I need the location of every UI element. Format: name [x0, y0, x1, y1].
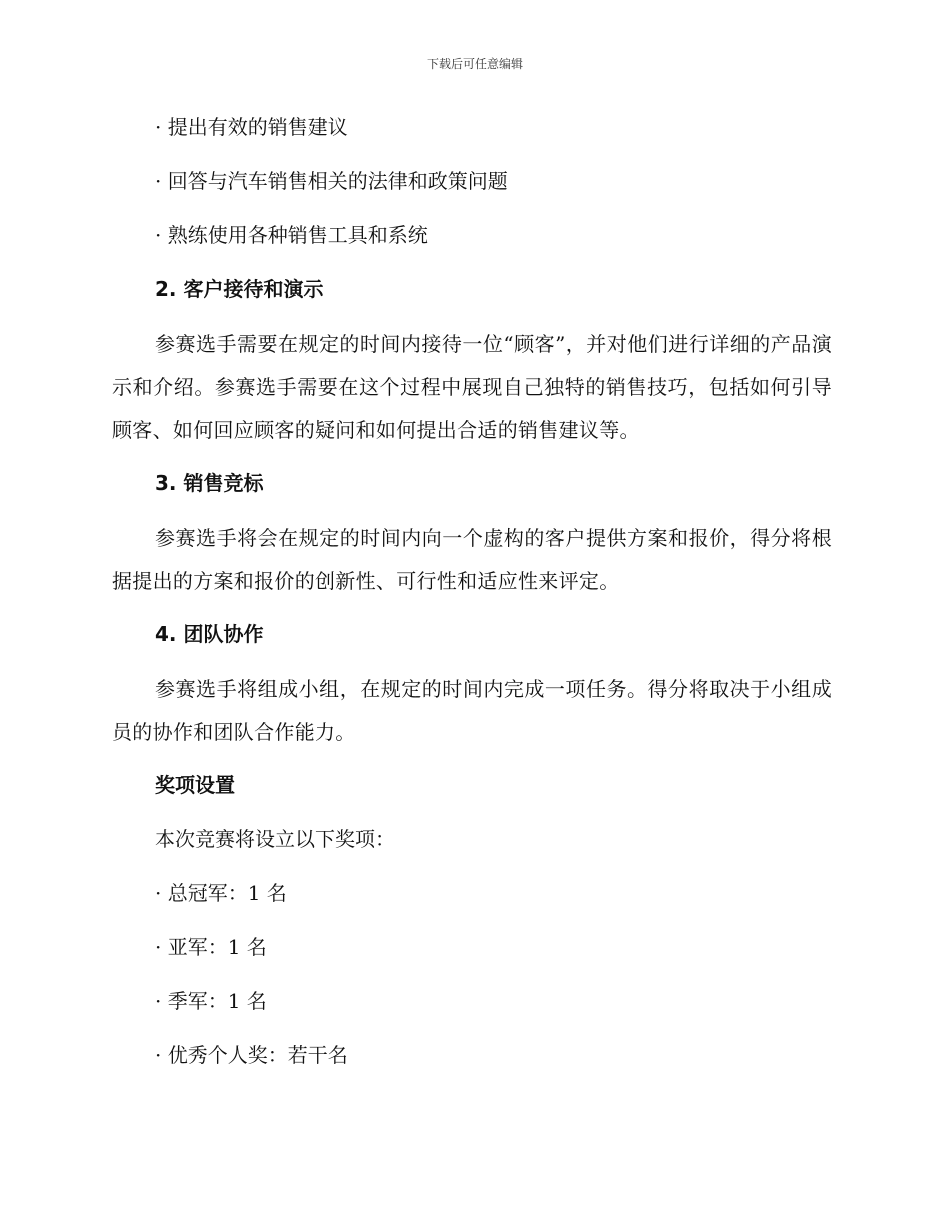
bullet-sales-advice: · 提出有效的销售建议	[155, 115, 348, 139]
document-body	[112, 107, 832, 1089]
heading-teamwork: 4. 团队协作	[155, 622, 264, 646]
bullet-runner-up: · 亚军：1 名	[155, 935, 267, 959]
heading-awards: 奖项设置	[155, 773, 235, 797]
awards-intro: 本次竞赛将设立以下奖项：	[155, 827, 395, 851]
paragraph-customer-reception: 参赛选手需要在规定的时间内接待一位“顾客”，并对他们进行详细的产品演示和介绍。参赛选手需要在这个过程中展现自己独特的销售技巧，包括如何引导顾客、如何回应顾客的疑问和如何提出合适的销售建议等。	[112, 332, 832, 442]
page-header: 下载后可任意编辑	[426, 57, 523, 71]
paragraph-teamwork: 参赛选手将组成小组，在规定的时间内完成一项任务。得分将取决于小组成员的协作和团队合作能力。	[112, 677, 832, 744]
bullet-third-place: · 季军：1 名	[155, 989, 267, 1013]
paragraph-sales-bidding: 参赛选手将会在规定的时间内向一个虚构的客户提供方案和报价，得分将根据提出的方案和报价的创新性、可行性和适应性来评定。	[112, 526, 832, 593]
bullet-champion: · 总冠军：1 名	[155, 881, 287, 905]
bullet-sales-tools: · 熟练使用各种销售工具和系统	[155, 223, 428, 247]
heading-sales-bidding: 3. 销售竞标	[155, 471, 264, 495]
bullet-individual-award: · 优秀个人奖：若干名	[155, 1043, 348, 1067]
heading-customer-reception: 2. 客户接待和演示	[155, 277, 324, 301]
bullet-legal-questions: · 回答与汽车销售相关的法律和政策问题	[155, 169, 508, 193]
